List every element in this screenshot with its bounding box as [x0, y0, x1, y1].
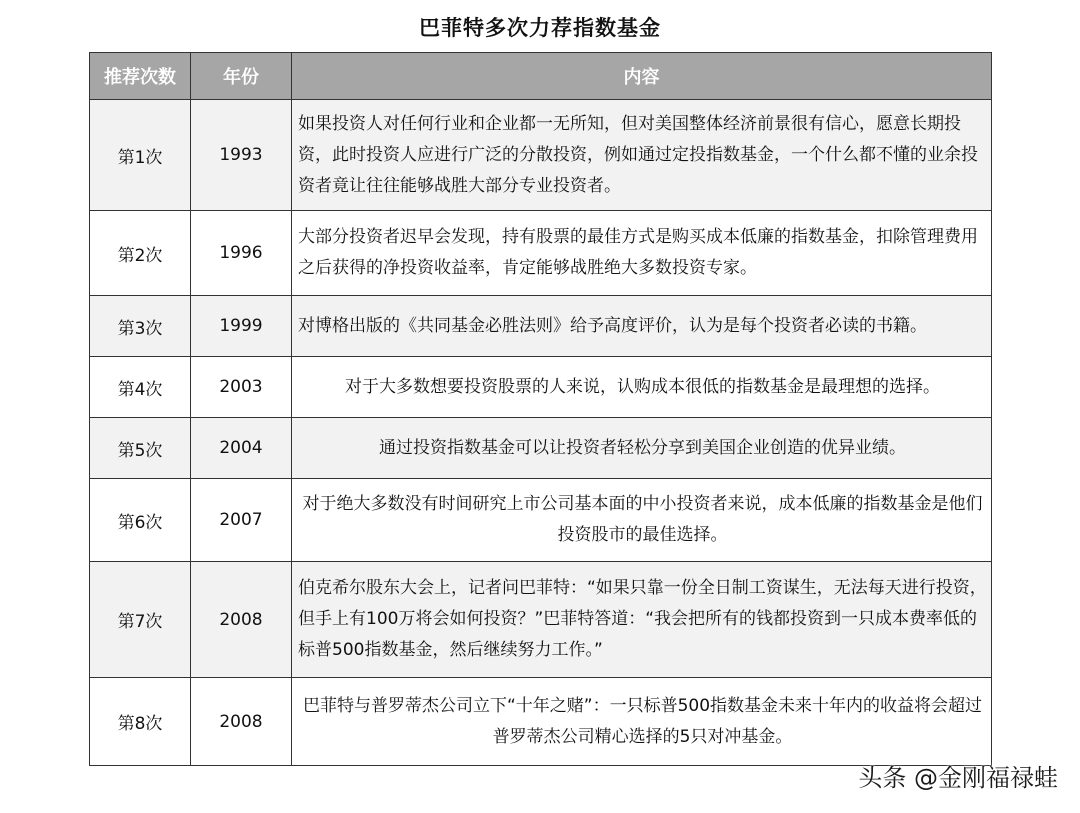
- row-content: 对于绝大多数没有时间研究上市公司基本面的中小投资者来说，成本低廉的指数基金是他们投资股市的最佳选择。: [292, 479, 992, 562]
- table-row: [90, 678, 992, 766]
- row-year: 2007: [191, 479, 292, 562]
- row-count: 第8次: [90, 678, 191, 766]
- row-content: 对于大多数想要投资股票的人来说，认购成本很低的指数基金是最理想的选择。: [292, 357, 992, 418]
- row-year: 2008: [191, 678, 292, 766]
- row-content: 大部分投资者迟早会发现，持有股票的最佳方式是购买成本低廉的指数基金，扣除管理费用之后获得的净投资收益率，肯定能够战胜绝大多数投资专家。: [292, 211, 992, 296]
- row-count: 第1次: [90, 100, 191, 211]
- row-count: 第7次: [90, 562, 191, 678]
- row-count: 第5次: [90, 418, 191, 479]
- table-row: [90, 211, 992, 296]
- row-count: 第2次: [90, 211, 191, 296]
- header-count: 推荐次数: [90, 53, 191, 100]
- table-row: [90, 562, 992, 678]
- row-year: 1993: [191, 100, 292, 211]
- table-row: [90, 418, 992, 479]
- row-content: 通过投资指数基金可以让投资者轻松分享到美国企业创造的优异业绩。: [292, 418, 992, 479]
- table-header-row: [90, 53, 992, 100]
- page-title: 巴菲特多次力荐指数基金: [419, 16, 661, 40]
- table-row: [90, 100, 992, 211]
- row-year: 2003: [191, 357, 292, 418]
- table-row: [90, 357, 992, 418]
- row-year: 2004: [191, 418, 292, 479]
- row-count: 第6次: [90, 479, 191, 562]
- row-content: 巴菲特与普罗蒂杰公司立下“十年之赌”：一只标普500指数基金未来十年内的收益将会超过普罗蒂杰公司精心选择的5只对冲基金。: [292, 678, 992, 766]
- row-year: 1999: [191, 296, 292, 357]
- row-year: 1996: [191, 211, 292, 296]
- table-row: [90, 296, 992, 357]
- table-row: [90, 479, 992, 562]
- row-content: 如果投资人对任何行业和企业都一无所知，但对美国整体经济前景很有信心，愿意长期投资，此时投资人应进行广泛的分散投资，例如通过定投指数基金，一个什么都不懂的业余投资者竟让往往能够战胜大部分专业投资者。: [292, 100, 992, 211]
- header-year: 年份: [191, 53, 292, 100]
- header-content: 内容: [292, 53, 992, 100]
- row-count: 第4次: [90, 357, 191, 418]
- watermark: 头条 @金刚福禄蛙: [858, 764, 1058, 792]
- row-year: 2008: [191, 562, 292, 678]
- row-count: 第3次: [90, 296, 191, 357]
- row-content: 对博格出版的《共同基金必胜法则》给予高度评价，认为是每个投资者必读的书籍。: [292, 296, 992, 357]
- recommendation-table: [89, 52, 992, 766]
- row-content: 伯克希尔股东大会上，记者问巴菲特：“如果只靠一份全日制工资谋生，无法每天进行投资，但手上有100万将会如何投资？”巴菲特答道：“我会把所有的钱都投资到一只成本费率低的标普500指数基金，然后继续努力工作。”: [292, 562, 992, 678]
